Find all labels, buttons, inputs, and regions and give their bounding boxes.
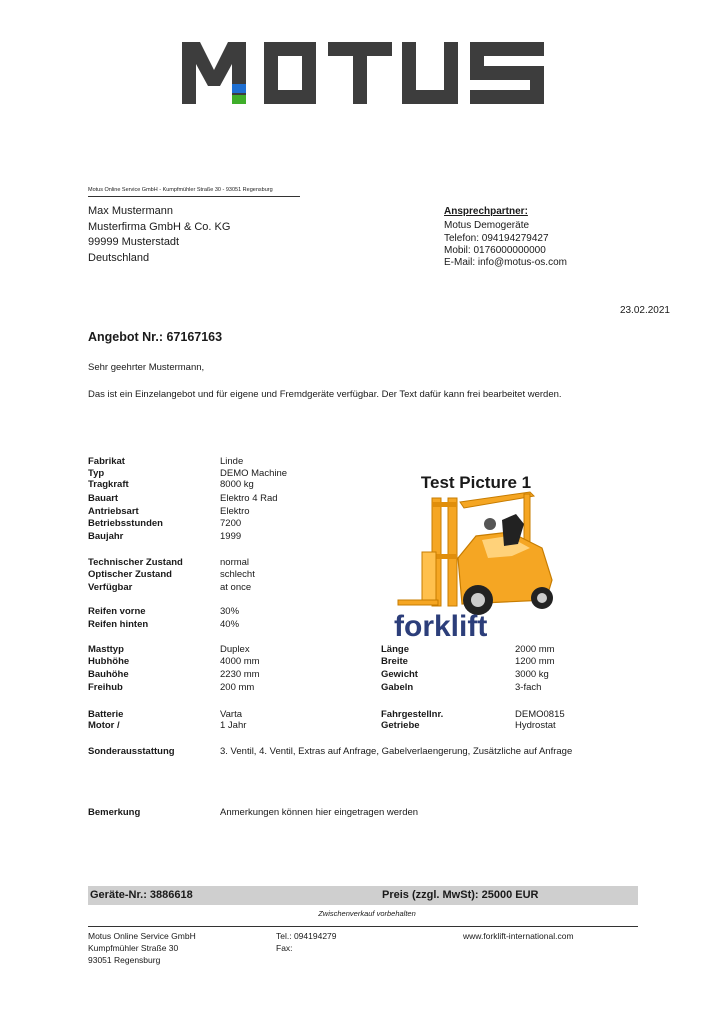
spec-label: Verfügbar: [88, 582, 133, 593]
spec-value: 2230 mm: [220, 669, 260, 680]
spec-value: 7200: [220, 518, 242, 529]
sonderausstattung-label: Sonderausstattung: [88, 746, 175, 757]
spec-value: at once: [220, 582, 252, 593]
spec-label: Hubhöhe: [88, 656, 130, 667]
spec-value: 1 Jahr: [220, 720, 247, 731]
spec-label: Reifen hinten: [88, 619, 149, 630]
forklift-picture: [392, 462, 560, 640]
price: Preis (zzgl. MwSt): 25000 EUR: [382, 889, 539, 901]
recipient-city: 99999 Musterstadt: [88, 236, 180, 248]
contact-email: E-Mail: info@motus-os.com: [444, 257, 567, 269]
footer-phone-block: [276, 930, 337, 954]
spec-label: Technischer Zustand: [88, 557, 183, 568]
contact-phone: Telefon: 094194279427: [444, 232, 549, 244]
contact-heading: Ansprechpartner:: [444, 206, 528, 217]
sonderausstattung-value: 3. Ventil, 4. Ventil, Extras auf Anfrage, Gabelverlaengerung, Zusätzliche auf Anfrage: [220, 746, 573, 757]
spec-value: Varta: [220, 709, 243, 720]
spec-label: Tragkraft: [88, 479, 129, 490]
spec-value: 3-fach: [515, 682, 542, 693]
sender-underline: [88, 196, 300, 197]
spec-value: DEMO0815: [515, 709, 565, 720]
footer-tel: Tel.: 094194279: [276, 931, 337, 941]
spec-label: Bauart: [88, 493, 119, 504]
spec-label: Optischer Zustand: [88, 569, 172, 580]
spec-label: Länge: [381, 644, 409, 655]
recipient-company: Musterfirma GmbH & Co. KG: [88, 220, 231, 233]
offer-title: Angebot Nr.: 67167163: [88, 330, 223, 344]
intro-text: Das ist ein Einzelangebot und für eigene und Fremdgeräte verfügbar. Der Text dafür kann frei bearbeitet werden.: [88, 389, 562, 400]
recipient-country: Deutschland: [88, 251, 150, 264]
device-number: Geräte-Nr.: 3886618: [90, 889, 193, 901]
footer-rule: [88, 926, 638, 927]
spec-label: Motor /: [88, 720, 120, 731]
recipient-name: Max Mustermann: [88, 205, 173, 217]
spec-value: Elektro 4 Rad: [220, 493, 278, 504]
spec-value: 40%: [220, 619, 240, 630]
spec-value: Elektro: [220, 506, 250, 517]
contact-mobile: Mobil: 0176000000000: [444, 244, 546, 256]
contact-name: Motus Demogeräte: [444, 220, 530, 232]
footer-website[interactable]: www.forklift-international.com: [463, 931, 574, 941]
footer-fax: Fax:: [276, 943, 293, 953]
spec-label: Fabrikat: [88, 456, 125, 467]
spec-label: Baujahr: [88, 531, 124, 542]
contact-block: [444, 206, 567, 269]
offer-date: 23.02.2021: [619, 305, 670, 316]
spec-label: Fahrgestellnr.: [381, 709, 444, 720]
spec-value: 1200 mm: [515, 656, 555, 667]
spec-label: Masttyp: [88, 644, 124, 655]
spec-label: Reifen vorne: [88, 606, 146, 617]
spec-label: Breite: [381, 656, 408, 667]
spec-label: Bauhöhe: [88, 669, 129, 680]
spec-value: 200 mm: [220, 682, 255, 693]
spec-value: Linde: [220, 456, 244, 467]
footer-street: Kumpfmühler Straße 30: [88, 943, 179, 953]
picture-brand: forklift: [394, 610, 488, 640]
recipient-address: [88, 204, 230, 266]
spec-value: Hydrostat: [515, 720, 556, 731]
picture-title: Test Picture 1: [420, 473, 532, 492]
motus-logo: [180, 38, 546, 106]
spec-label: Betriebsstunden: [88, 518, 163, 529]
zwischenverkauf-note: Zwischenverkauf vorbehalten: [318, 909, 416, 918]
spec-value: schlecht: [220, 569, 255, 580]
bemerkung-value: Anmerkungen können hier eingetragen werden: [220, 807, 419, 818]
footer-company: Motus Online Service GmbH: [88, 931, 196, 941]
spec-label: Gewicht: [381, 669, 418, 680]
spec-value: 2000 mm: [515, 644, 555, 655]
spec-value: 1999: [220, 531, 242, 542]
footer-address: [88, 930, 196, 966]
spec-label: Freihub: [88, 682, 123, 693]
spec-value: 3000 kg: [515, 669, 549, 680]
bemerkung-label: Bemerkung: [88, 807, 141, 818]
spec-label: Typ: [88, 468, 105, 479]
spec-value: DEMO Machine: [220, 468, 288, 479]
spec-label: Getriebe: [381, 720, 420, 731]
spec-label: Gabeln: [381, 682, 414, 693]
spec-label: Batterie: [88, 709, 124, 720]
spec-value: 30%: [220, 606, 240, 617]
footer-city: 93051 Regensburg: [88, 955, 161, 965]
spec-value: Duplex: [220, 644, 250, 655]
price-bar: [88, 886, 638, 905]
sender-address-line: Motus Online Service GmbH - Kumpfmühler Straße 30 - 93051 Regensburg: [88, 187, 273, 193]
spec-value: normal: [220, 557, 250, 568]
spec-label: Antriebsart: [88, 506, 139, 517]
salutation: Sehr geehrter Mustermann,: [88, 362, 205, 373]
spec-value: 8000 kg: [220, 479, 254, 490]
spec-value: 4000 mm: [220, 656, 260, 667]
